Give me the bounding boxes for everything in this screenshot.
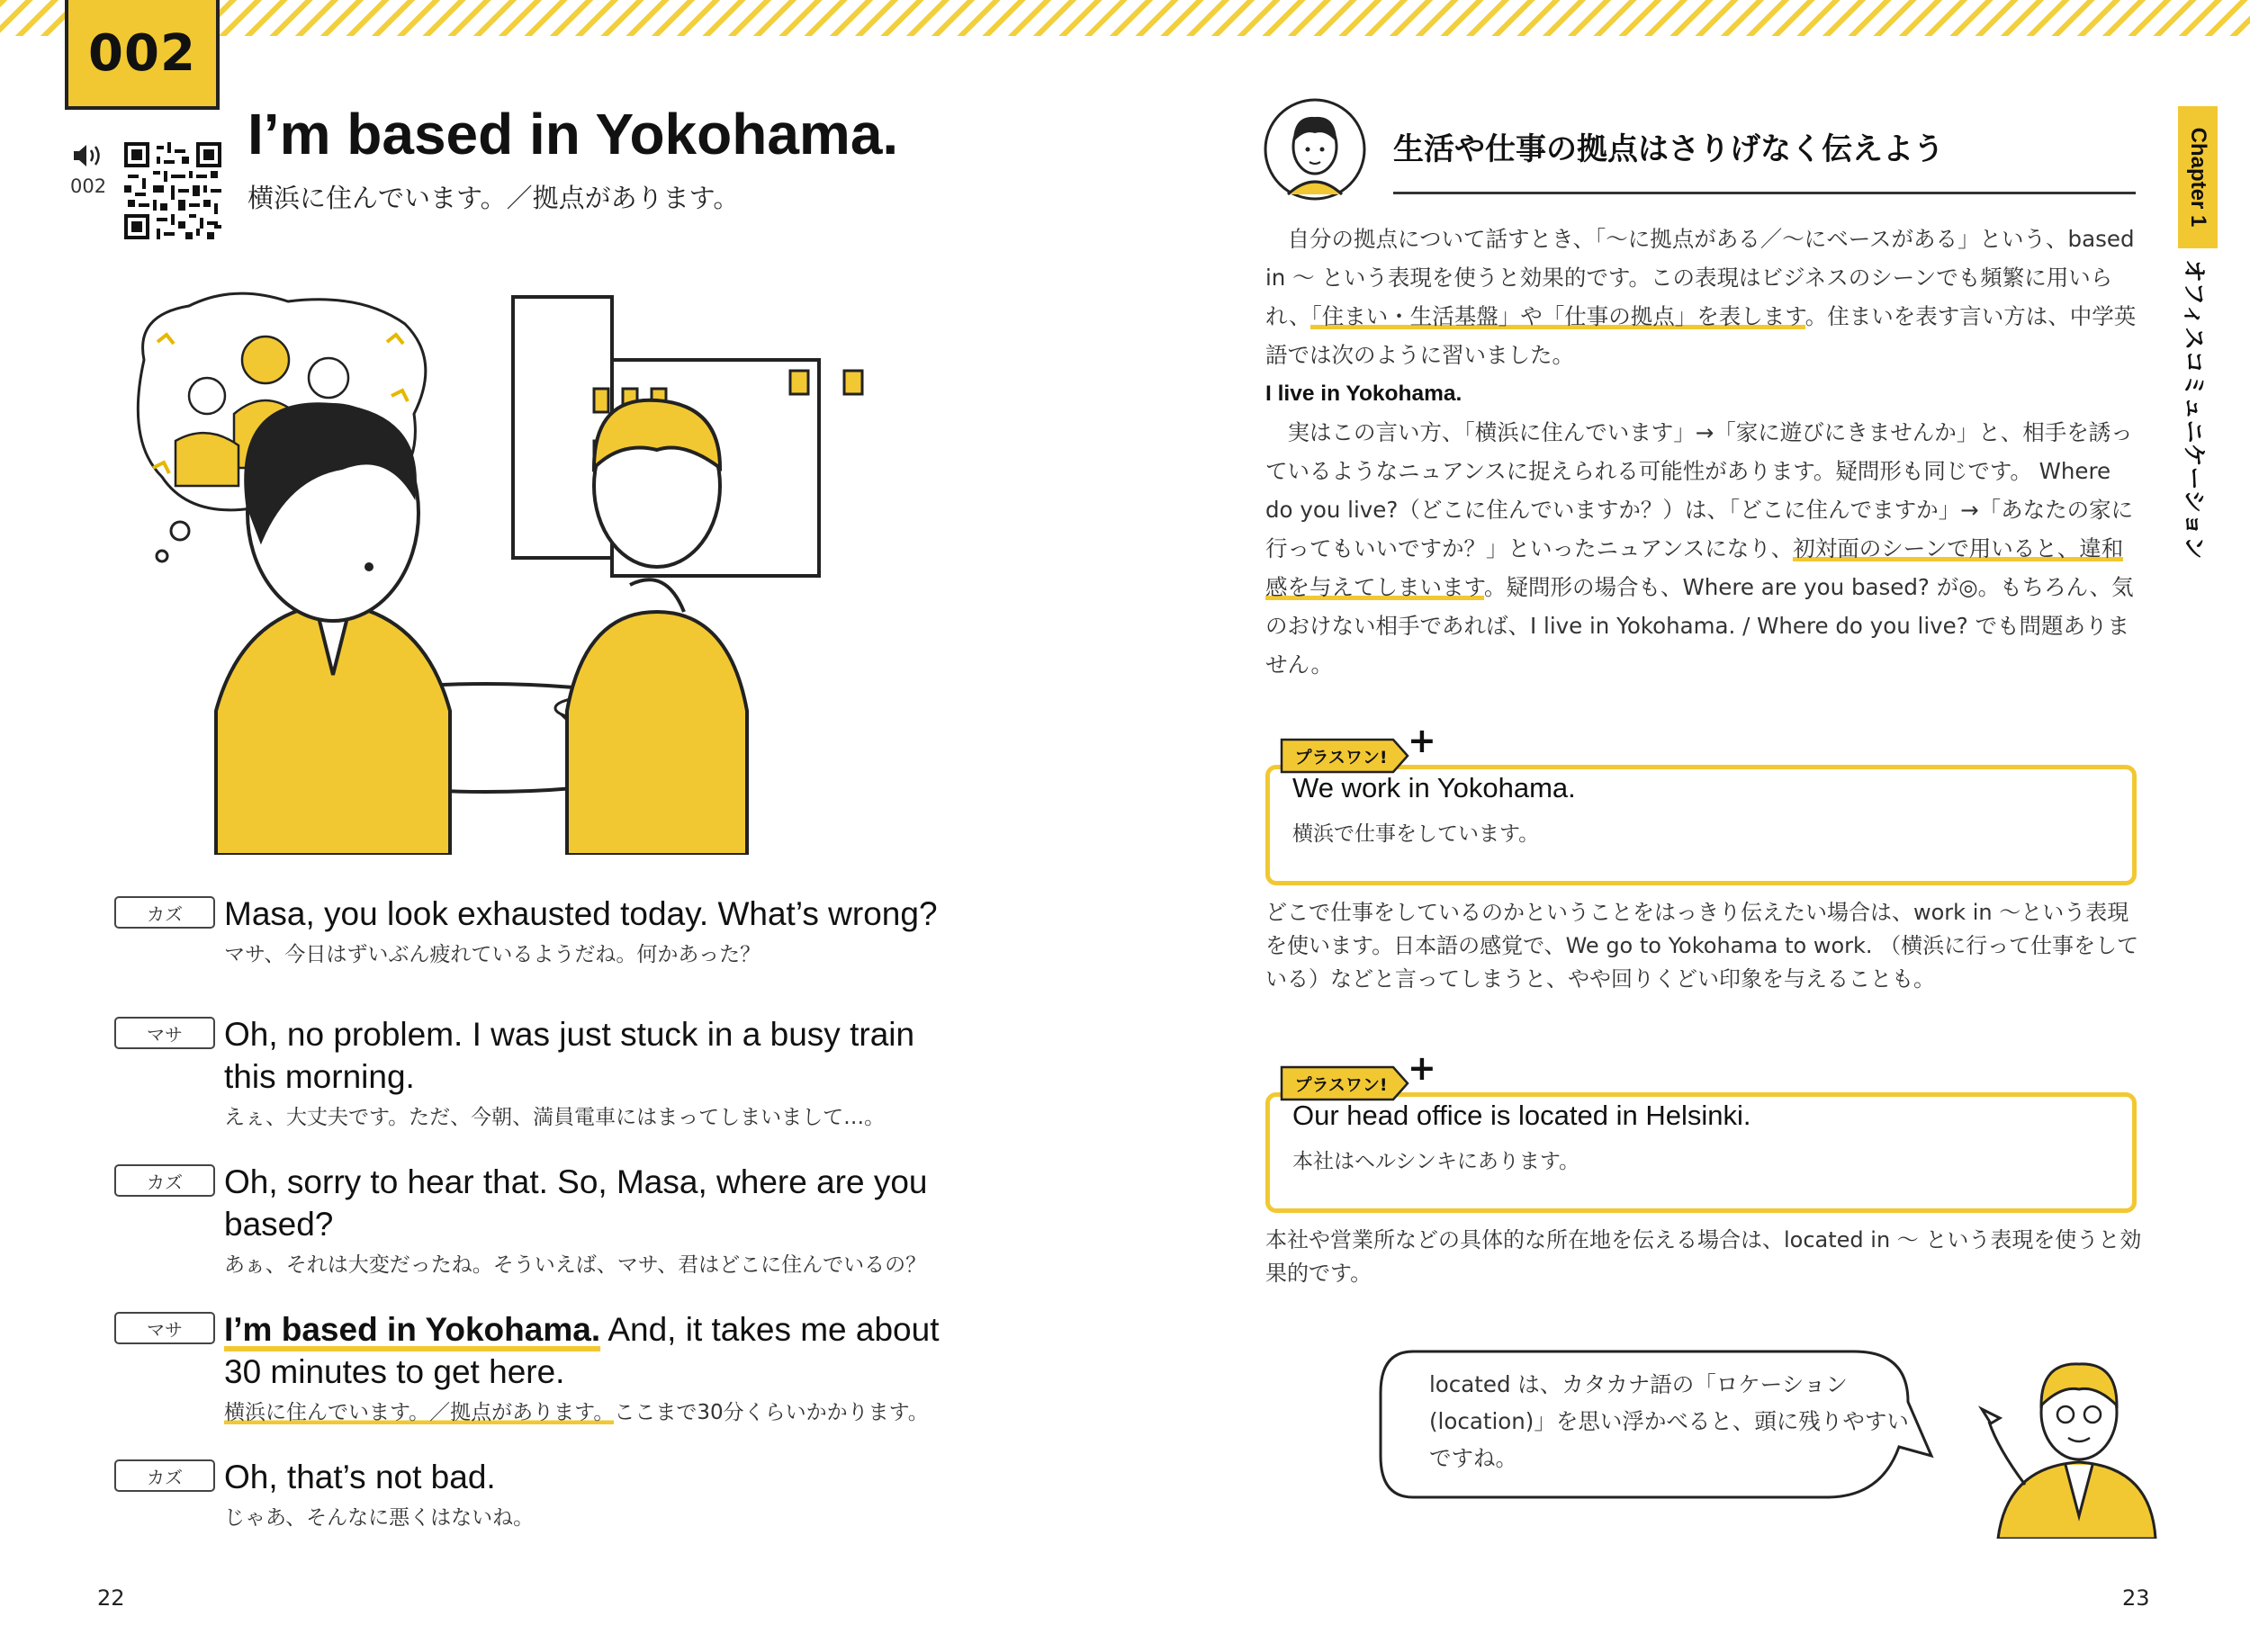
- chapter-title: オフィスコミュニケーション: [2180, 259, 2207, 560]
- speaker-label: マサ: [114, 1017, 215, 1049]
- paragraph: [1265, 220, 2137, 374]
- plus-one-ja: 横浜で仕事をしています。: [1292, 822, 1540, 846]
- dialogue-en-rest: And, it takes me about 30 minutes to get here.: [224, 1311, 940, 1390]
- audio-track-number: 002: [70, 175, 107, 197]
- speaker-label: マサ: [114, 1312, 215, 1344]
- tip-bubble-text: located は、カタカナ語の「ロケーション(location)」を思い浮かべると、頭に残りやすいですね。: [1429, 1371, 1909, 1471]
- speaker-label: カズ: [114, 896, 215, 929]
- dialogue-line: [114, 1013, 1005, 1134]
- speaker-icon[interactable]: [72, 142, 104, 169]
- teacher-avatar: [1263, 97, 1367, 202]
- chapter-index-tab: [2178, 106, 2218, 560]
- dialogue-line: [114, 1456, 1005, 1534]
- section-heading: 生活や仕事の拠点はさりげなく伝えよう: [1393, 131, 1944, 167]
- dialogue-en: [224, 1308, 944, 1393]
- plus-one-ja: 本社はヘルシンキにあります。: [1292, 1150, 1580, 1173]
- qr-code-icon[interactable]: [124, 142, 221, 239]
- text: 。疑問形の場合も、Where are you based? が◎。もちろん、気のおけない相手であれば、I live in Yokohama. / Where do you live? でも問題ありません。: [1265, 574, 2134, 678]
- pointing-teacher-illustration: [1962, 1350, 2169, 1539]
- speaker-label: カズ: [114, 1459, 215, 1492]
- dialogue-ja: えぇ、大丈夫です。ただ、今朝、満員電車にはまってしまいまして…。: [224, 1106, 886, 1129]
- page-number-left: 22: [97, 1585, 125, 1611]
- dialogue-en: Oh, no problem. I was just stuck in a busy train this morning.: [224, 1016, 915, 1095]
- chapter-label: Chapter 1: [2186, 127, 2210, 228]
- plus-one-tag-label: プラスワン!: [1294, 1074, 1388, 1095]
- plus-one-tag: [1280, 738, 1409, 774]
- text: 実はこの言い方、「横浜に住んでいます」→「家に遊びにきませんか」と、相手を誘っているようなニュアンスに捉えられる可能性があります。疑問形も同じです。 Where do you live?（どこに住んでいますか？）は、「どこに住んでますか」→「あなたの家に行ってもいいですか？」といったニュアンスになり、: [1265, 419, 2134, 561]
- dialogue-en: Oh, sorry to hear that. So, Masa, where are you based?: [224, 1163, 928, 1243]
- dialogue-en: Oh, that’s not bad.: [224, 1459, 496, 1495]
- lesson-title-ja: 横浜に住んでいます。／拠点があります。: [248, 183, 740, 213]
- dialogue-line-key: [114, 1308, 1005, 1429]
- highlight: 初対面のシーンで用いると、違和感を与えてしまいます: [1265, 535, 2124, 600]
- plus-one-en: Our head office is located in Helsinki.: [1292, 1100, 1751, 1131]
- plus-one-en: We work in Yokohama.: [1292, 772, 1576, 804]
- plus-one-note: どこで仕事をしているのかということをはっきり伝えたい場合は、work in 〜という表現を使います。日本語の感覚で、We go to Yokohama to work. （横浜に行って仕事をしている）などと言ってしまうと、やや回りくどい印象を与えることも。: [1265, 900, 2139, 992]
- lesson-number: 002: [88, 23, 196, 83]
- chapter-title-box: [2178, 248, 2218, 560]
- page-number-right: 23: [2122, 1585, 2150, 1611]
- top-stripe-band: [0, 0, 2250, 36]
- paragraph: [1265, 413, 2137, 684]
- example-sentence: I live in Yokohama.: [1265, 382, 1462, 406]
- dialogue-ja: じゃあ、そんなに悪くはないね。: [224, 1506, 535, 1530]
- dialogue-en: Masa, you look exhausted today. What’s wrong?: [224, 895, 938, 932]
- lesson-title-en: I’m based in Yokohama.: [248, 102, 899, 166]
- chapter-label-tab: [2178, 106, 2218, 248]
- text: 自分の拠点について話すとき、「〜に拠点がある／〜にベースがある」という、based in 〜 という表現を使うと効果的です。この表現はビジネスのシーンでも頻繁に用いられ、: [1265, 226, 2135, 329]
- plus-icon: +: [1408, 721, 1436, 760]
- lesson-number-tab: [65, 0, 220, 110]
- speaker-label: カズ: [114, 1164, 215, 1197]
- key-phrase-highlight: I’m based in Yokohama.: [224, 1311, 601, 1348]
- dialogue-line: [114, 893, 1005, 971]
- plus-one-tag: [1280, 1065, 1409, 1101]
- highlight: 「住まい・生活基盤」や「仕事の拠点」を表します: [1310, 303, 1805, 329]
- plus-one-tag-label: プラスワン!: [1294, 747, 1388, 768]
- office-conversation-illustration: [126, 288, 864, 855]
- plus-icon: +: [1408, 1048, 1436, 1088]
- text: 。住まいを表す言い方は、中学英語では次のように習いました。: [1265, 303, 2137, 368]
- dialogue-ja: マサ、今日はずいぶん疲れているようだね。何かあった？: [224, 943, 761, 966]
- plus-one-note: 本社や営業所などの具体的な所在地を伝える場合は、located in 〜 という表現を使うと効果的です。: [1265, 1227, 2142, 1286]
- key-phrase-ja-highlight: 横浜に住んでいます。／拠点があります。: [224, 1401, 615, 1424]
- dialogue-ja: あぁ、それは大変だったね。そういえば、マサ、君はどこに住んでいるの？: [224, 1253, 927, 1277]
- dialogue-line: [114, 1161, 1005, 1281]
- section-divider: [1393, 192, 2136, 194]
- explanation-body: [1265, 220, 2137, 684]
- dialogue-ja-rest: ここまで30分くらいかかります。: [614, 1401, 929, 1424]
- dialogue-ja: [224, 1396, 1005, 1429]
